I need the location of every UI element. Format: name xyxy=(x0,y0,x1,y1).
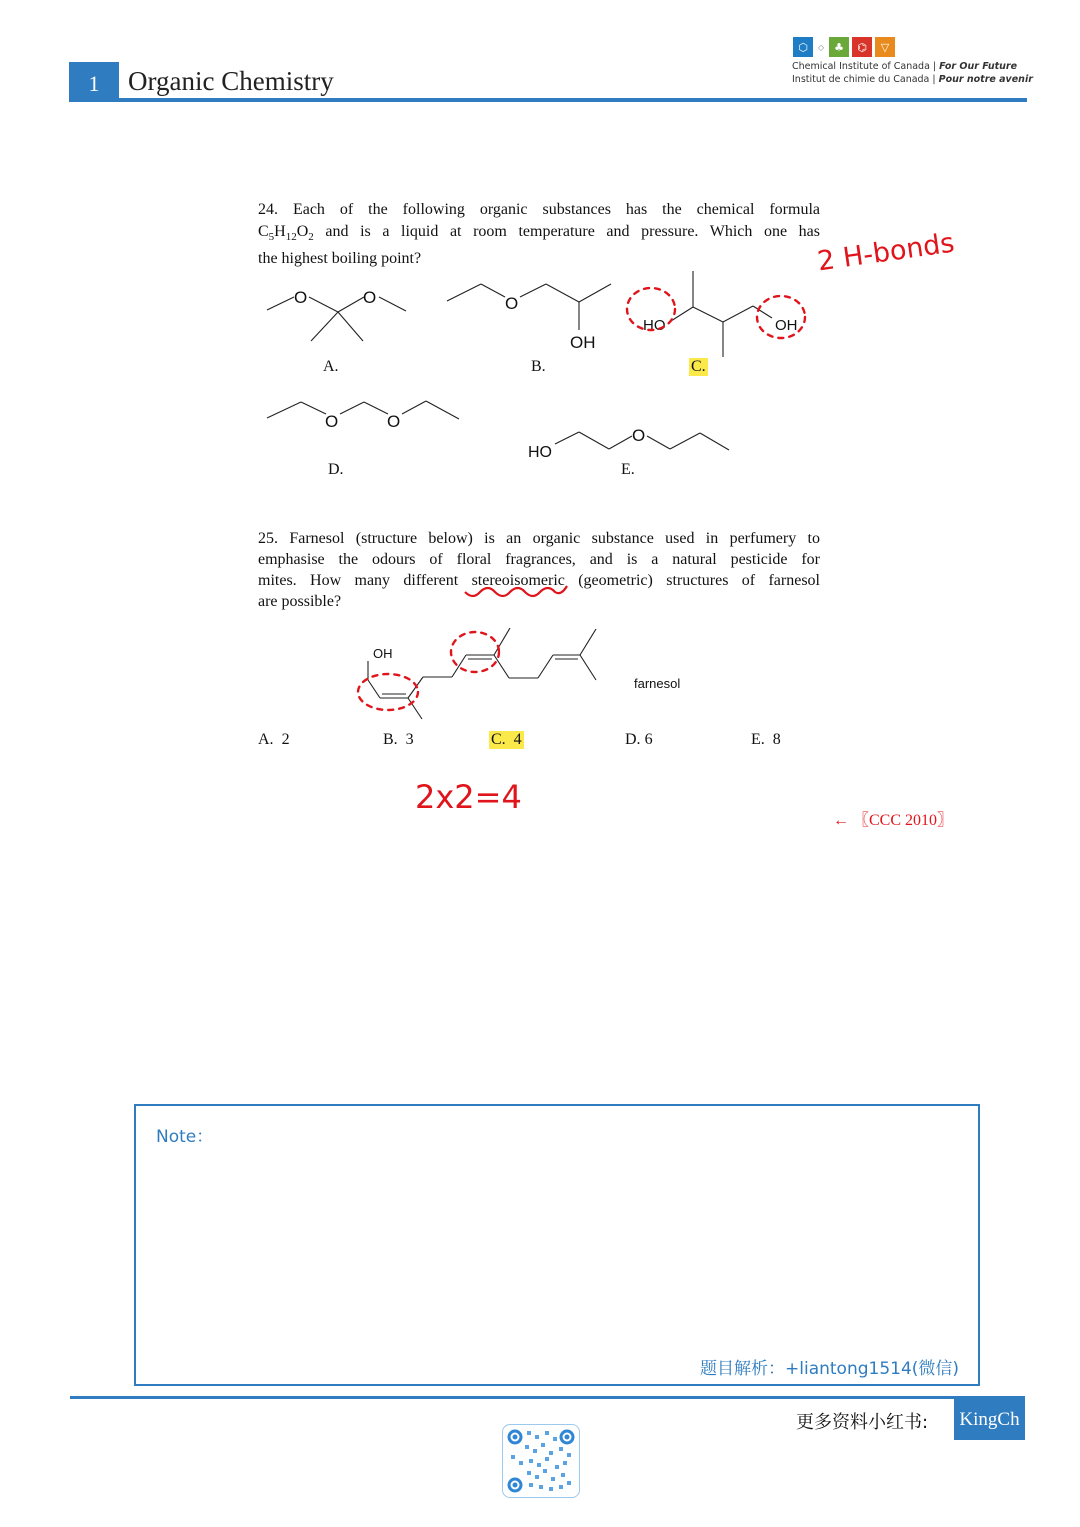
choice-b: B. 3 xyxy=(383,731,414,748)
atom-oh: OH xyxy=(570,333,596,352)
atom-o: O xyxy=(632,426,646,445)
circle-annotation xyxy=(358,674,418,710)
cic-logo-icon: ⬡ xyxy=(793,37,813,57)
choice-d: D. 6 xyxy=(625,731,653,748)
atom-o: O xyxy=(325,412,339,431)
option-d-label: D. xyxy=(328,461,344,478)
qr-code-icon xyxy=(502,1424,580,1498)
note-box xyxy=(134,1104,980,1386)
source-citation: ← 〖CCC 2010〗 xyxy=(833,812,954,829)
circle-annotation xyxy=(451,632,499,672)
question-24-text: 24. Each of the following organic substances has the chemical formula $C_5H_{12}O_2$ and is a liquid at room temperature and pressure. Which one has the highest boiling point? xyxy=(258,201,820,268)
option-c-label-highlighted: C. xyxy=(691,358,706,375)
option-e-label: E. xyxy=(621,461,635,478)
atom-o: O xyxy=(505,294,519,313)
choice-a: A. 2 xyxy=(258,731,290,748)
atom-oh: OH xyxy=(775,317,798,334)
chapter-title: Organic Chemistry xyxy=(128,66,334,96)
atom-ho: HO xyxy=(528,444,552,461)
note-contact: 题目解析：+liantong1514(微信) xyxy=(700,1359,960,1379)
question-25-text: 25. Farnesol (structure below) is an organic substance used in perfumery to emphasise the odours of floral fragrances, and is a natural pesticide for mites. How many different stereoisomeric (geometric) structures of farnesol are possible? xyxy=(258,530,820,610)
ctc-logo-icon: ▽ xyxy=(875,37,895,57)
annotation-calculation: 2x2=4 xyxy=(415,778,522,816)
structure-a xyxy=(267,297,406,341)
note-label: Note： xyxy=(156,1127,214,1147)
chapter-number: 1 xyxy=(69,62,119,102)
structure-b xyxy=(447,284,611,330)
choice-e: E. 8 xyxy=(751,731,781,748)
csc-logo-icon: ♣ xyxy=(829,37,849,57)
org-name-en: Chemical Institute of Canada | For Our Future xyxy=(792,61,1018,72)
option-a-label: A. xyxy=(323,358,339,375)
org-name-fr: Institut de chimie du Canada | Pour notre avenir xyxy=(792,74,1033,85)
farnesol-label: farnesol xyxy=(634,676,681,691)
footer-text: 更多资料小红书: xyxy=(796,1412,929,1433)
atom-ho: HO xyxy=(643,317,666,334)
footer-divider xyxy=(70,1396,1025,1399)
annotation-h-bonds: 2 H-bonds xyxy=(815,227,957,278)
farnesol-structure xyxy=(368,628,596,719)
atom-o: O xyxy=(387,412,401,431)
footer-brand: KingCh xyxy=(954,1398,1025,1440)
structure-d xyxy=(267,401,459,419)
atom-o: O xyxy=(294,288,308,307)
atom-oh: OH xyxy=(373,646,393,661)
structure-c xyxy=(671,271,772,357)
choice-c-highlighted: C. 4 xyxy=(491,731,522,748)
csche-logo-icon: ⌬ xyxy=(852,37,872,57)
atom-o: O xyxy=(363,288,377,307)
option-b-label: B. xyxy=(531,358,546,375)
separator-icon: ◇ xyxy=(817,42,825,52)
